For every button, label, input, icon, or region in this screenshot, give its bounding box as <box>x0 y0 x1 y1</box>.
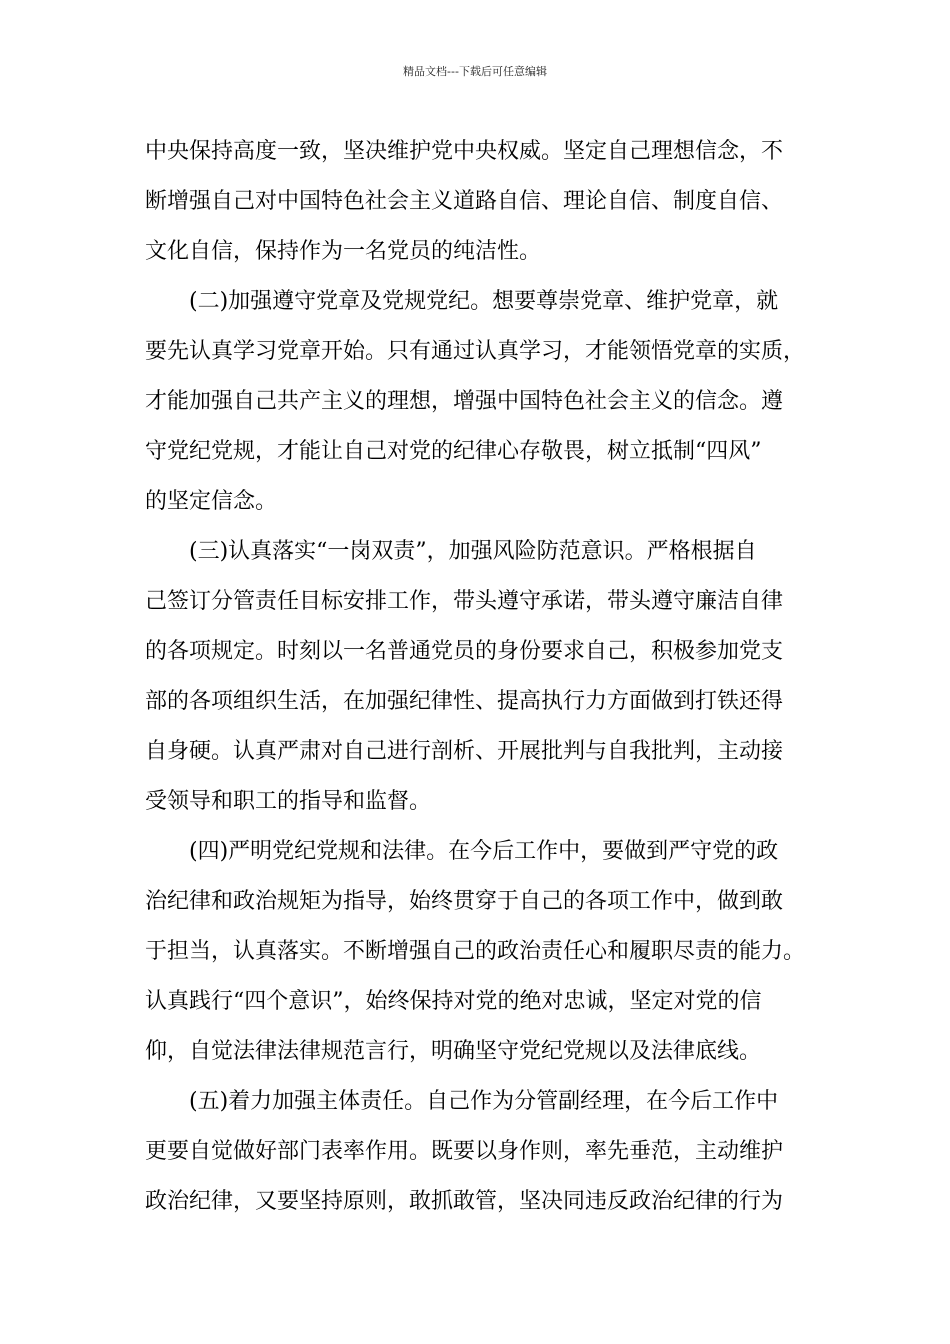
paragraph-start-line: (二)加强遵守党章及党规党纪。想要尊崇党章、维护党章，就 <box>189 289 779 314</box>
text-line: 更要自觉做好部门表率作用。既要以身作则，率先垂范，主动维护 <box>145 1139 784 1164</box>
text-line: 中央保持高度一致，坚决维护党中央权威。坚定自己理想信念，不 <box>145 139 784 164</box>
text-line: 于担当，认真落实。不断增强自己的政治责任心和履职尽责的能力。 <box>145 939 806 964</box>
text-line: 才能加强自己共产主义的理想，增强中国特色社会主义的信念。遵 <box>145 389 784 414</box>
text-line: 受领导和职工的指导和监督。 <box>145 789 432 814</box>
text-line: 部的各项组织生活，在加强纪律性、提高执行力方面做到打铁还得 <box>145 689 784 714</box>
document-body <box>145 127 825 1227</box>
paragraph-start-line: (五)着力加强主体责任。自己作为分管副经理，在今后工作中 <box>189 1089 779 1114</box>
text-line: 守党纪党规，才能让自己对党的纪律心存敬畏，树立抵制“四风” <box>145 439 762 464</box>
text-line: 断增强自己对中国特色社会主义道路自信、理论自信、制度自信、 <box>145 189 784 214</box>
text-line: 己签订分管责任目标安排工作，带头遵守承诺，带头遵守廉洁自律 <box>145 589 784 614</box>
paragraph-start-line: (三)认真落实“一岗双责”，加强风险防范意识。严格根据自 <box>189 539 757 564</box>
text-line: 认真践行“四个意识”，始终保持对党的绝对忠诚，坚定对党的信 <box>145 989 762 1014</box>
text-line: 文化自信，保持作为一名党员的纯洁性。 <box>145 239 542 264</box>
text-line: 的坚定信念。 <box>145 489 278 514</box>
text-line: 治纪律和政治规矩为指导，始终贯穿于自己的各项工作中，做到敢 <box>145 889 784 914</box>
paragraph-start-line: (四)严明党纪党规和法律。在今后工作中，要做到严守党的政 <box>189 839 779 864</box>
text-line: 自身硬。认真严肃对自己进行剖析、开展批判与自我批判，主动接 <box>145 739 784 764</box>
page-header: 精品文档---下载后可任意编辑 <box>403 65 547 78</box>
text-line: 的各项规定。时刻以一名普通党员的身份要求自己，积极参加党支 <box>145 639 784 664</box>
text-line: 政治纪律，又要坚持原则，敢抓敢管，坚决同违反政治纪律的行为 <box>145 1189 784 1214</box>
text-line: 仰，自觉法律法律规范言行，明确坚守党纪党规以及法律底线。 <box>145 1039 762 1064</box>
text-line: 要先认真学习党章开始。只有通过认真学习，才能领悟党章的实质， <box>145 339 806 364</box>
